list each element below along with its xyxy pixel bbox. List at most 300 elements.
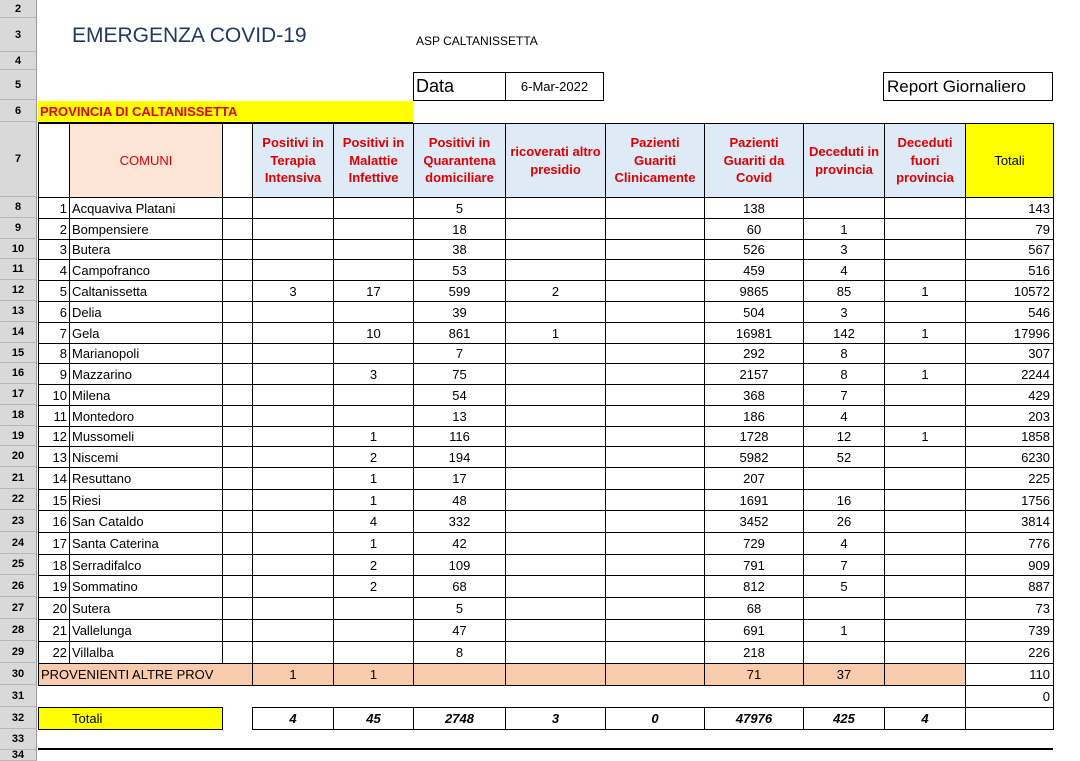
row-header[interactable]: 19 <box>0 426 37 446</box>
clinicamente-cell <box>605 322 705 344</box>
spacer-cell <box>222 197 253 219</box>
row-number: 6 <box>38 301 70 323</box>
ricoverati-cell <box>505 597 606 620</box>
row-header[interactable]: 7 <box>0 122 37 197</box>
totals-label: Totali <box>38 707 223 730</box>
totali-cell: 10572 <box>965 280 1054 302</box>
deceduti-fuori-cell: 1 <box>884 322 966 344</box>
row-number: 1 <box>38 197 70 219</box>
row-header[interactable]: 13 <box>0 301 37 322</box>
guariti-cell: 138 <box>704 197 804 219</box>
row-header[interactable]: 17 <box>0 384 37 405</box>
comune-name: Niscemi <box>69 446 223 468</box>
clinicamente-cell <box>605 467 705 490</box>
deceduti-in-cell: 52 <box>803 446 885 468</box>
row-header[interactable]: 4 <box>0 52 37 70</box>
row-number: 5 <box>38 280 70 302</box>
quarantena-cell: 48 <box>413 489 506 511</box>
row-number: 13 <box>38 446 70 468</box>
comune-name: Marianopoli <box>69 343 223 364</box>
quarantena-cell: 5 <box>413 597 506 620</box>
totali-cell: 307 <box>965 343 1054 364</box>
row-header[interactable]: 9 <box>0 218 37 239</box>
spacer-cell <box>222 218 253 240</box>
totali-cell: 6230 <box>965 446 1054 468</box>
guariti-cell: 68 <box>704 597 804 620</box>
deceduti-fuori-cell <box>884 405 966 427</box>
quarantena-cell <box>413 663 506 686</box>
row-header[interactable]: 34 <box>0 750 37 761</box>
row-number: 9 <box>38 363 70 385</box>
spacer-cell <box>222 280 253 302</box>
row-header[interactable]: 32 <box>0 707 37 729</box>
ricoverati-header: ricoverati altro presidio <box>505 123 606 198</box>
totali-total <box>965 707 1054 730</box>
ricoverati-cell: 2 <box>505 280 606 302</box>
deceduti-fuori-cell <box>884 619 966 642</box>
ricoverati-cell <box>505 532 606 555</box>
guariti-cell: 812 <box>704 575 804 598</box>
ricoverati-cell <box>505 641 606 664</box>
terapia-cell <box>252 426 334 447</box>
row-number: 11 <box>38 405 70 427</box>
quarantena-cell: 7 <box>413 343 506 364</box>
terapia-cell <box>252 405 334 427</box>
clinicamente-header: Pazienti Guariti Clinicamente <box>605 123 705 198</box>
guariti-cell: 9865 <box>704 280 804 302</box>
totali-cell: 567 <box>965 239 1054 260</box>
guariti-cell: 691 <box>704 619 804 642</box>
spacer-cell <box>222 575 253 598</box>
clinicamente-cell <box>605 575 705 598</box>
guariti-cell: 3452 <box>704 510 804 533</box>
guariti-cell: 16981 <box>704 322 804 344</box>
terapia-cell <box>252 197 334 219</box>
terapia-cell <box>252 384 334 406</box>
province-banner: PROVINCIA DI CALTANISSETTA <box>38 101 413 123</box>
clinicamente-cell <box>605 489 705 511</box>
comune-name: Villalba <box>69 641 223 664</box>
terapia-cell: 1 <box>252 663 334 686</box>
quarantena-cell: 75 <box>413 363 506 385</box>
row-number: 12 <box>38 426 70 447</box>
row-number: 21 <box>38 619 70 642</box>
totali-cell: 887 <box>965 575 1054 598</box>
totali-cell: 110 <box>965 663 1054 686</box>
row-number: 8 <box>38 343 70 364</box>
row31-total-cell: 0 <box>965 685 1054 708</box>
ricoverati-cell <box>505 510 606 533</box>
deceduti-fuori-cell <box>884 641 966 664</box>
spacer-cell <box>222 663 253 686</box>
clinicamente-cell <box>605 218 705 240</box>
row-number: 3 <box>38 239 70 260</box>
spacer-cell <box>222 405 253 427</box>
malattie-cell: 2 <box>333 575 414 598</box>
deceduti-fuori-cell <box>884 554 966 576</box>
malattie-cell <box>333 259 414 281</box>
clinicamente-cell <box>605 510 705 533</box>
quarantena-cell: 332 <box>413 510 506 533</box>
terapia-cell <box>252 532 334 555</box>
clinicamente-cell <box>605 280 705 302</box>
malattie-cell: 1 <box>333 467 414 490</box>
deceduti-fuori-cell <box>884 218 966 240</box>
clinicamente-cell <box>605 554 705 576</box>
terapia-cell <box>252 259 334 281</box>
spacer-cell <box>222 343 253 364</box>
clinicamente-cell <box>605 239 705 260</box>
clinicamente-cell <box>605 446 705 468</box>
deceduti-fuori-cell <box>884 489 966 511</box>
deceduti-in-cell: 12 <box>803 426 885 447</box>
terapia-cell <box>252 467 334 490</box>
quarantena-cell: 13 <box>413 405 506 427</box>
guariti-cell: 1691 <box>704 489 804 511</box>
malattie-cell: 2 <box>333 446 414 468</box>
comune-name: Santa Caterina <box>69 532 223 555</box>
quarantena-cell: 194 <box>413 446 506 468</box>
row-number: 14 <box>38 467 70 490</box>
row-number: 7 <box>38 322 70 344</box>
row-number: 2 <box>38 218 70 240</box>
deceduti-fuori-total: 4 <box>884 707 966 730</box>
malattie-cell: 17 <box>333 280 414 302</box>
totali-cell: 203 <box>965 405 1054 427</box>
deceduti-in-cell: 16 <box>803 489 885 511</box>
clinicamente-cell <box>605 597 705 620</box>
guariti-cell: 60 <box>704 218 804 240</box>
row-header[interactable]: 10 <box>0 239 37 259</box>
spacer-cell <box>222 259 253 281</box>
spacer-cell <box>222 446 253 468</box>
row-header[interactable]: 8 <box>0 197 37 218</box>
ricoverati-cell <box>505 218 606 240</box>
deceduti-in-cell: 4 <box>803 259 885 281</box>
totali-cell: 429 <box>965 384 1054 406</box>
deceduti-fuori-cell <box>884 597 966 620</box>
deceduti-fuori-cell <box>884 301 966 323</box>
quarantena-cell: 39 <box>413 301 506 323</box>
spacer-cell <box>222 384 253 406</box>
comune-name: Vallelunga <box>69 619 223 642</box>
malattie-cell: 10 <box>333 322 414 344</box>
quarantena-cell: 599 <box>413 280 506 302</box>
deceduti-in-cell: 3 <box>803 301 885 323</box>
guariti-cell: 292 <box>704 343 804 364</box>
malattie-cell <box>333 197 414 219</box>
malattie-cell: 1 <box>333 532 414 555</box>
row-number: 19 <box>38 575 70 598</box>
quarantena-cell: 42 <box>413 532 506 555</box>
clinicamente-cell <box>605 197 705 219</box>
row-header[interactable]: 25 <box>0 554 37 575</box>
comune-name: Sutera <box>69 597 223 620</box>
totali-cell: 79 <box>965 218 1054 240</box>
guariti-total: 47976 <box>704 707 804 730</box>
spacer-cell <box>222 597 253 620</box>
comune-name: Serradifalco <box>69 554 223 576</box>
deceduti-in-total: 425 <box>803 707 885 730</box>
data-label-box: Data <box>413 72 505 101</box>
comune-name: Caltanissetta <box>69 280 223 302</box>
totali-cell: 776 <box>965 532 1054 555</box>
terapia-cell <box>252 363 334 385</box>
comune-name: Gela <box>69 322 223 344</box>
malattie-cell: 4 <box>333 510 414 533</box>
terapia-cell <box>252 575 334 598</box>
deceduti-fuori-cell: 1 <box>884 363 966 385</box>
guariti-cell: 207 <box>704 467 804 490</box>
terapia-cell <box>252 554 334 576</box>
data-value-box[interactable]: 6-Mar-2022 <box>505 72 604 101</box>
row-header[interactable]: 6 <box>0 100 37 122</box>
ricoverati-cell <box>505 489 606 511</box>
malattie-cell <box>333 343 414 364</box>
row-header[interactable]: 12 <box>0 280 37 301</box>
row-number: 4 <box>38 259 70 281</box>
clinicamente-cell <box>605 532 705 555</box>
row-header[interactable]: 21 <box>0 467 37 489</box>
deceduti-in-cell: 37 <box>803 663 885 686</box>
deceduti-in-cell: 26 <box>803 510 885 533</box>
malattie-header: Positivi in Malattie Infettive <box>333 123 414 198</box>
spacer-cell <box>222 301 253 323</box>
totali-cell: 73 <box>965 597 1054 620</box>
ricoverati-cell <box>505 575 606 598</box>
row-header[interactable]: 18 <box>0 405 37 426</box>
comuni-header: COMUNI <box>69 123 223 198</box>
row-header[interactable]: 16 <box>0 363 37 384</box>
asp-label: ASP CALTANISSETTA <box>416 34 538 48</box>
ricoverati-cell: 1 <box>505 322 606 344</box>
quarantena-cell: 109 <box>413 554 506 576</box>
row-header[interactable]: 22 <box>0 489 37 510</box>
clinicamente-cell <box>605 301 705 323</box>
row-number: 20 <box>38 597 70 620</box>
deceduti-fuori-cell <box>884 239 966 260</box>
deceduti-fuori-cell <box>884 532 966 555</box>
quarantena-header: Positivi in Quarantena domiciliare <box>413 123 506 198</box>
comune-name: Butera <box>69 239 223 260</box>
row-number: 17 <box>38 532 70 555</box>
terapia-cell <box>252 446 334 468</box>
row-number: 18 <box>38 554 70 576</box>
terapia-cell <box>252 510 334 533</box>
guariti-header: Pazienti Guariti da Covid <box>704 123 804 198</box>
deceduti-in-cell: 4 <box>803 405 885 427</box>
row-header[interactable]: 24 <box>0 532 37 554</box>
malattie-cell: 3 <box>333 363 414 385</box>
deceduti-in-cell: 1 <box>803 218 885 240</box>
ricoverati-cell <box>505 554 606 576</box>
totali-cell: 225 <box>965 467 1054 490</box>
comune-name: San Cataldo <box>69 510 223 533</box>
ricoverati-cell <box>505 197 606 219</box>
row-header[interactable]: 5 <box>0 70 37 100</box>
guariti-cell: 459 <box>704 259 804 281</box>
clinicamente-cell <box>605 426 705 447</box>
ricoverati-cell <box>505 663 606 686</box>
clinicamente-cell <box>605 405 705 427</box>
spacer-cell <box>222 532 253 555</box>
comune-name: Mussomeli <box>69 426 223 447</box>
malattie-cell <box>333 301 414 323</box>
quarantena-cell: 18 <box>413 218 506 240</box>
spacer-cell <box>222 426 253 447</box>
comune-name: Sommatino <box>69 575 223 598</box>
totali-cell: 546 <box>965 301 1054 323</box>
terapia-cell <box>252 489 334 511</box>
guariti-cell: 2157 <box>704 363 804 385</box>
totali-cell: 3814 <box>965 510 1054 533</box>
spacer-cell <box>222 239 253 260</box>
spacer-cell <box>222 510 253 533</box>
deceduti-in-cell: 142 <box>803 322 885 344</box>
row-header[interactable]: 30 <box>0 663 37 685</box>
comune-name: Riesi <box>69 489 223 511</box>
quarantena-cell: 68 <box>413 575 506 598</box>
totali-cell: 226 <box>965 641 1054 664</box>
row-num-header-cell <box>38 123 70 198</box>
guariti-cell: 368 <box>704 384 804 406</box>
deceduti-fuori-cell <box>884 510 966 533</box>
row-header[interactable]: 28 <box>0 619 37 641</box>
row-header[interactable]: 15 <box>0 343 37 363</box>
quarantena-cell: 116 <box>413 426 506 447</box>
comune-name: Milena <box>69 384 223 406</box>
comune-name: Acquaviva Platani <box>69 197 223 219</box>
row-header[interactable]: 11 <box>0 259 37 280</box>
deceduti-fuori-cell <box>884 663 966 686</box>
row-header[interactable]: 14 <box>0 322 37 343</box>
clinicamente-cell <box>605 259 705 281</box>
totali-cell: 2244 <box>965 363 1054 385</box>
spacer-cell <box>222 363 253 385</box>
quarantena-cell: 47 <box>413 619 506 642</box>
malattie-cell: 1 <box>333 426 414 447</box>
malattie-cell <box>333 218 414 240</box>
clinicamente-cell <box>605 343 705 364</box>
terapia-cell <box>252 641 334 664</box>
ricoverati-cell <box>505 259 606 281</box>
row-number: 10 <box>38 384 70 406</box>
row-header[interactable]: 27 <box>0 597 37 619</box>
comune-name: Campofranco <box>69 259 223 281</box>
row-header[interactable]: 2 <box>0 0 37 18</box>
spacer-cell <box>222 554 253 576</box>
spacer-cell <box>222 322 253 344</box>
row-number: 16 <box>38 510 70 533</box>
terapia-cell <box>252 343 334 364</box>
row-header[interactable]: 3 <box>0 18 37 52</box>
guariti-cell: 186 <box>704 405 804 427</box>
totali-cell: 909 <box>965 554 1054 576</box>
terapia-cell <box>252 619 334 642</box>
row-header[interactable]: 26 <box>0 575 37 597</box>
deceduti-in-cell: 4 <box>803 532 885 555</box>
deceduti-in-cell <box>803 597 885 620</box>
quarantena-cell: 54 <box>413 384 506 406</box>
malattie-cell <box>333 405 414 427</box>
comune-name: Montedoro <box>69 405 223 427</box>
ricoverati-cell <box>505 343 606 364</box>
malattie-cell <box>333 641 414 664</box>
deceduti-in-cell: 1 <box>803 619 885 642</box>
quarantena-cell: 5 <box>413 197 506 219</box>
deceduti-in-cell: 8 <box>803 363 885 385</box>
quarantena-cell: 8 <box>413 641 506 664</box>
row-number: 22 <box>38 641 70 664</box>
quarantena-cell: 53 <box>413 259 506 281</box>
deceduti-in-cell: 3 <box>803 239 885 260</box>
totali-cell: 739 <box>965 619 1054 642</box>
ricoverati-cell <box>505 405 606 427</box>
spacer-cell <box>222 467 253 490</box>
row-number: 15 <box>38 489 70 511</box>
deceduti-fuori-cell <box>884 446 966 468</box>
ricoverati-cell <box>505 619 606 642</box>
malattie-cell: 1 <box>333 489 414 511</box>
terapia-header: Positivi in Terapia Intensiva <box>252 123 334 198</box>
deceduti-in-cell: 8 <box>803 343 885 364</box>
row-header[interactable]: 31 <box>0 685 37 707</box>
totali-header: Totali <box>965 123 1054 198</box>
ricoverati-cell <box>505 384 606 406</box>
guariti-cell: 791 <box>704 554 804 576</box>
row-header[interactable]: 20 <box>0 446 37 467</box>
ricoverati-cell <box>505 363 606 385</box>
deceduti-fuori-cell <box>884 384 966 406</box>
ricoverati-cell <box>505 467 606 490</box>
terapia-cell <box>252 597 334 620</box>
totali-cell: 516 <box>965 259 1054 281</box>
malattie-total: 45 <box>333 707 414 730</box>
deceduti-in-cell <box>803 197 885 219</box>
deceduti-fuori-cell: 1 <box>884 426 966 447</box>
row-header[interactable]: 33 <box>0 729 37 750</box>
malattie-cell <box>333 384 414 406</box>
ricoverati-total: 3 <box>505 707 606 730</box>
spacer-cell <box>222 641 253 664</box>
deceduti-fuori-cell <box>884 575 966 598</box>
malattie-cell <box>333 619 414 642</box>
ricoverati-cell <box>505 239 606 260</box>
comune-name: Resuttano <box>69 467 223 490</box>
row-header[interactable]: 29 <box>0 641 37 663</box>
guariti-cell: 504 <box>704 301 804 323</box>
deceduti-fuori-cell <box>884 197 966 219</box>
quarantena-total: 2748 <box>413 707 506 730</box>
malattie-cell <box>333 239 414 260</box>
terapia-cell <box>252 301 334 323</box>
clinicamente-total: 0 <box>605 707 705 730</box>
row-header[interactable]: 23 <box>0 510 37 532</box>
totali-cell: 1756 <box>965 489 1054 511</box>
clinicamente-cell <box>605 663 705 686</box>
terapia-cell <box>252 322 334 344</box>
guariti-cell: 729 <box>704 532 804 555</box>
guariti-cell: 526 <box>704 239 804 260</box>
terapia-total: 4 <box>252 707 334 730</box>
spacer-cell <box>222 489 253 511</box>
provenienti-label: PROVENIENTI ALTRE PROV <box>38 663 223 686</box>
deceduti-fuori-cell: 1 <box>884 280 966 302</box>
page-title: EMERGENZA COVID-19 <box>72 24 307 47</box>
deceduti-in-cell <box>803 467 885 490</box>
deceduti-in-cell: 85 <box>803 280 885 302</box>
deceduti-in-cell: 7 <box>803 384 885 406</box>
